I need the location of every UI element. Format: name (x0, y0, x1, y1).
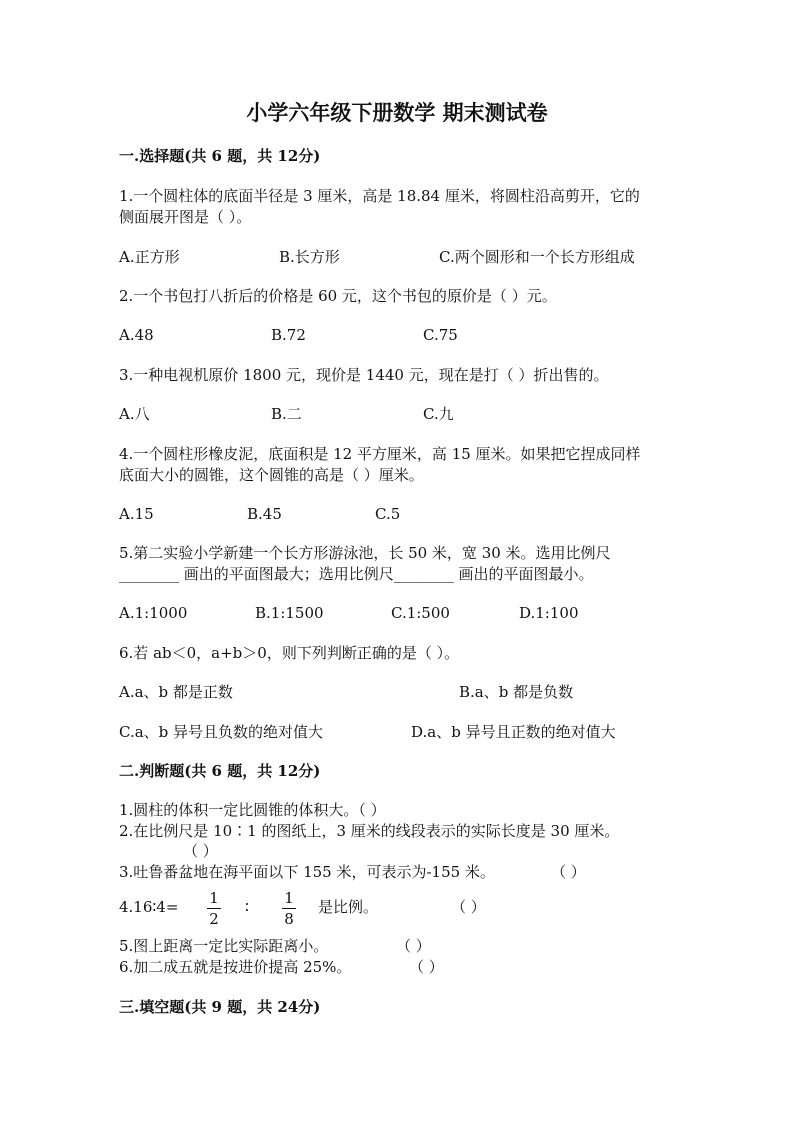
question-5-option-c: C.1:500 (391, 604, 450, 622)
judgement-5: 5.图上距离一定比实际距离小。 (119, 937, 329, 955)
section-heading-fill-in: 三.填空题(共 9 题，共 24分) (119, 998, 321, 1016)
question-1-option-c: C.两个圆形和一个长方形组成 (439, 248, 635, 266)
question-3-option-c: C.九 (423, 405, 454, 423)
fraction-bar (282, 908, 296, 909)
judgement-4-answer-paren: （ ） (451, 898, 486, 916)
question-4-option-c: C.5 (375, 505, 401, 523)
question-2-option-a: A.48 (119, 326, 154, 344)
judgement-6: 6.加二成五就是按进价提高 25%。 (119, 958, 352, 976)
question-6-option-a: A.a、b 都是正数 (119, 683, 233, 701)
question-3-option-a: A.八 (119, 405, 150, 423)
question-5-option-d: D.1:100 (519, 604, 579, 622)
question-5-option-a: A.1:1000 (119, 604, 188, 622)
section-heading-choice: 一.选择题(共 6 题，共 12分) (119, 147, 321, 165)
question-6-option-c: C.a、b 异号且负数的绝对值大 (119, 723, 324, 741)
judgement-4-suffix: 是比例。 (318, 898, 379, 916)
question-5-line-1: 5.第二实验小学新建一个长方形游泳池，长 50 米，宽 30 米。选用比例尺 (119, 544, 611, 562)
question-3-text: 3.一种电视机原价 1800 元，现价是 1440 元，现在是打（ ）折出售的。 (119, 366, 609, 384)
fraction-numerator: 1 (209, 889, 219, 907)
question-5-option-b: B.1:1500 (255, 604, 324, 622)
question-5-line-2: ________ 画出的平面图最大；选用比例尺________ 画出的平面图最小。 (119, 565, 594, 583)
question-6-option-d: D.a、b 异号且正数的绝对值大 (411, 723, 616, 741)
question-2-text: 2.一个书包打八折后的价格是 60 元，这个书包的原价是（ ）元。 (119, 287, 557, 305)
fraction-denominator: 2 (209, 910, 219, 928)
question-2-option-c: C.75 (423, 326, 458, 344)
fraction-bar (207, 908, 221, 909)
judgement-1: 1.圆柱的体积一定比圆锥的体积大。（ ） (119, 801, 386, 819)
question-4-line-1: 4.一个圆柱形橡皮泥，底面积是 12 平方厘米，高 15 厘米。如果把它捏成同样 (119, 445, 641, 463)
judgement-2: 2.在比例尺是 10∶1 的图纸上，3 厘米的线段表示的实际长度是 30 厘米。 (119, 822, 620, 840)
question-3-option-b: B.二 (271, 405, 302, 423)
question-1-option-b: B.长方形 (279, 248, 340, 266)
judgement-4-fraction-one-eighth (280, 889, 298, 928)
judgement-6-answer-paren: （ ） (409, 958, 444, 976)
judgement-4-fraction-one-half (205, 889, 223, 928)
question-4-option-b: B.45 (247, 505, 282, 523)
question-1-line-1: 1.一个圆柱体的底面半径是 3 厘米，高是 18.84 厘米，将圆柱沿高剪开，它的 (119, 187, 640, 205)
judgement-2-answer-paren: （ ） (183, 842, 218, 860)
fraction-numerator: 1 (284, 889, 294, 907)
judgement-4-colon: ∶ (245, 898, 249, 916)
question-1-line-2: 侧面展开图是（ ）。 (119, 208, 252, 226)
judgement-3: 3.吐鲁番盆地在海平面以下 155 米，可表示为-155 米。 (119, 863, 495, 881)
question-1-option-a: A.正方形 (119, 248, 180, 266)
judgement-4-prefix: 4.16∶4= (119, 898, 179, 916)
question-6-option-b: B.a、b 都是负数 (459, 683, 574, 701)
question-4-line-2: 底面大小的圆锥，这个圆锥的高是（ ）厘米。 (119, 466, 424, 484)
judgement-3-answer-paren: （ ） (551, 863, 586, 881)
judgement-5-answer-paren: （ ） (396, 937, 431, 955)
fraction-denominator: 8 (284, 910, 294, 928)
section-heading-judgement: 二.判断题(共 6 题，共 12分) (119, 762, 321, 780)
page-title: 小学六年级下册数学 期末测试卷 (246, 100, 548, 125)
question-6-text: 6.若 ab＜0，a+b＞0，则下列判断正确的是（ ）。 (119, 644, 460, 662)
question-2-option-b: B.72 (271, 326, 306, 344)
question-4-option-a: A.15 (119, 505, 154, 523)
